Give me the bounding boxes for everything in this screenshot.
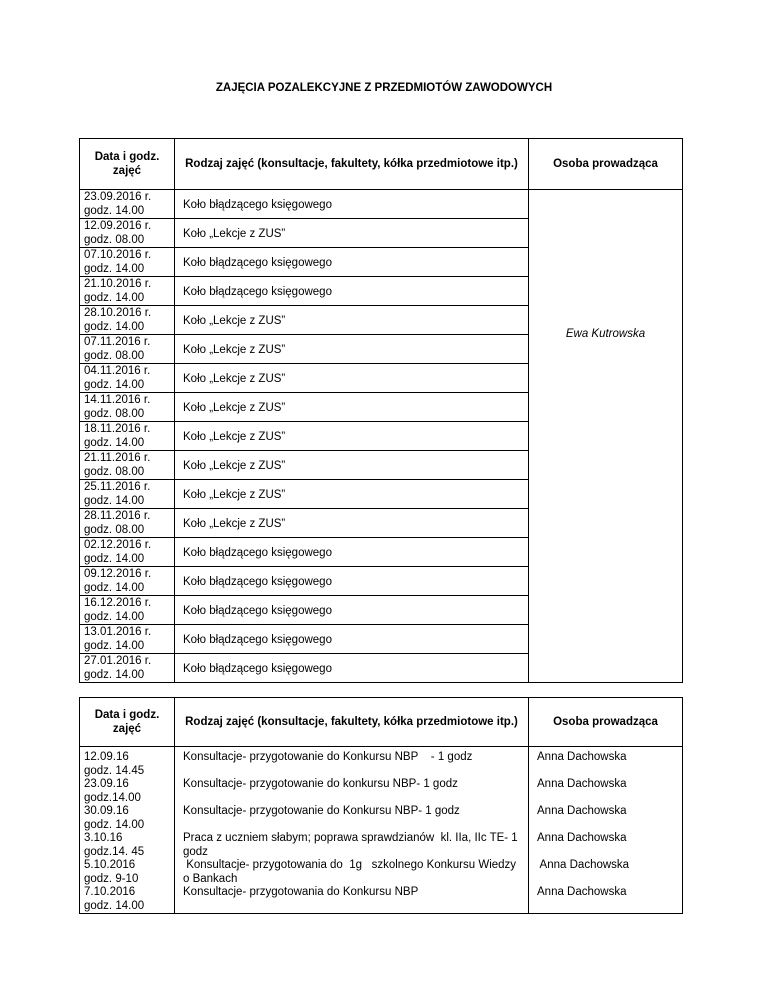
time-text: godz. 14.00 [84,379,145,391]
table-row [80,190,683,219]
date-cell [80,306,175,335]
activity-cell: Koło błądzącego księgowego [175,567,529,596]
date-text: 27.01.2016 r. [84,655,152,667]
table-row [80,805,683,832]
activity-cell: Koło „Lekcje z ZUS” [175,480,529,509]
time-text: godz. 14.45 [84,764,145,777]
document-title: ZAJĘCIA POZALEKCYJNE Z PRZEDMIOTÓW ZAWODOWYCH [215,82,553,94]
activity-cell: Koło „Lekcje z ZUS” [175,509,529,538]
time-text: godz. 08.00 [84,466,145,478]
date-text: 23.09.2016 r. [84,191,152,203]
date-text: 30.09.16 [84,805,129,817]
time-text: godz.14.00 [84,791,141,804]
instructor-cell: Anna Dachowska [529,886,683,914]
time-text: godz. 08.00 [84,408,145,420]
date-text: 3.10.16 [84,832,123,844]
date-cell [80,805,175,832]
activity-cell: Konsultacje- przygotowanie do Konkursu NBP- 1 godz [175,805,529,832]
activity-cell: Koło „Lekcje z ZUS” [175,335,529,364]
activity-cell: Koło „Lekcje z ZUS” [175,219,529,248]
activity-cell: Koło „Lekcje z ZUS” [175,364,529,393]
time-text: godz. 14.00 [84,640,145,652]
time-text: godz. 14.00 [84,669,145,681]
header-type: Rodzaj zajęć (konsultacje, fakultety, kółka przedmiotowe itp.) [175,139,529,190]
activity-cell: Koło „Lekcje z ZUS” [175,422,529,451]
time-text: godz. 08.00 [84,350,145,362]
date-text: 23.09.16 [84,778,129,790]
header-date: Data i godz. zajęć [80,139,175,190]
time-text: godz. 9-10 [84,872,139,885]
table-row [80,832,683,859]
table-row [80,886,683,914]
date-cell [80,538,175,567]
activity-cell: Koło błądzącego księgowego [175,596,529,625]
date-cell [80,509,175,538]
date-cell [80,364,175,393]
date-text: 02.12.2016 r. [84,539,152,551]
activity-cell: Koło „Lekcje z ZUS” [175,306,529,335]
date-text: 28.11.2016 r. [84,510,151,522]
date-text: 25.11.2016 r. [84,481,151,493]
activity-cell: Konsultacje- przygotowanie do konkursu NBP- 1 godz [175,778,529,805]
activity-cell: Koło błądzącego księgowego [175,625,529,654]
date-text: 09.12.2016 r. [84,568,152,580]
instructor-cell: Anna Dachowska [529,747,683,779]
instructor-cell: Ewa Kutrowska [529,190,683,683]
date-cell [80,451,175,480]
activity-cell: Konsultacje- przygotowania do Konkursu NBP [175,886,529,914]
date-text: 21.11.2016 r. [84,452,151,464]
time-text: godz. 14.00 [84,437,145,449]
instructor-cell: Anna Dachowska [529,778,683,805]
date-cell [80,747,175,779]
date-cell [80,832,175,859]
time-text: godz. 14.00 [84,321,145,333]
date-cell [80,625,175,654]
date-cell [80,190,175,219]
activity-cell: Konsultacje- przygotowania do 1g szkolnego Konkursu Wiedzy o Bankach [175,859,529,886]
date-cell [80,654,175,683]
header-type: Rodzaj zajęć (konsultacje, fakultety, kółka przedmiotowe itp.) [175,698,529,747]
date-text: 13.01.2016 r. [84,626,152,638]
time-text: godz. 14.00 [84,582,145,594]
schedule-table-2 [79,697,683,914]
date-text: 12.09.2016 r. [84,220,152,232]
date-cell [80,886,175,914]
date-text: 04.11.2016 r. [84,365,151,377]
table-row [80,859,683,886]
date-text: 16.12.2016 r. [84,597,152,609]
activity-cell: Koło błądzącego księgowego [175,190,529,219]
table-header-row [80,698,683,747]
date-text: 12.09.16 [84,751,129,763]
schedule-table-1 [79,138,683,683]
date-cell [80,219,175,248]
header-date: Data i godz. zajęć [80,698,175,747]
activity-cell: Koło błądzącego księgowego [175,248,529,277]
activity-cell: Koło błądzącego księgowego [175,277,529,306]
header-person: Osoba prowadząca [529,698,683,747]
time-text: godz. 14.00 [84,495,145,507]
instructor-cell: Anna Dachowska [529,832,683,859]
time-text: godz. 14.00 [84,292,145,304]
activity-cell: Koło „Lekcje z ZUS” [175,393,529,422]
header-person: Osoba prowadząca [529,139,683,190]
date-text: 5.10.2016 [84,859,136,871]
date-cell [80,778,175,805]
table-row [80,778,683,805]
time-text: godz. 08.00 [84,234,145,246]
date-cell [80,277,175,306]
date-cell [80,422,175,451]
instructor-cell: Anna Dachowska [529,805,683,832]
time-text: godz. 14.00 [84,553,145,565]
date-cell [80,596,175,625]
date-cell [80,859,175,886]
table-header-row [80,139,683,190]
date-text: 07.10.2016 r. [84,249,152,261]
activity-cell: Koło „Lekcje z ZUS” [175,451,529,480]
activity-cell: Konsultacje- przygotowanie do Konkursu NBP - 1 godz [175,747,529,779]
date-text: 7.10.2016 [84,886,136,898]
activity-cell: Koło błądzącego księgowego [175,654,529,683]
time-text: godz. 14.00 [84,263,145,275]
date-text: 21.10.2016 r. [84,278,152,290]
table-row [80,747,683,779]
date-text: 14.11.2016 r. [84,394,151,406]
time-text: godz. 08.00 [84,524,145,536]
time-text: godz. 14.00 [84,899,145,912]
activity-cell: Praca z uczniem słabym; poprawa sprawdzianów kl. IIa, IIc TE- 1 godz [175,832,529,859]
time-text: godz. 14.00 [84,205,145,217]
time-text: godz. 14.00 [84,611,145,623]
date-cell [80,248,175,277]
date-cell [80,567,175,596]
activity-cell: Koło błądzącego księgowego [175,538,529,567]
instructor-cell: Anna Dachowska [529,859,683,886]
date-text: 07.11.2016 r. [84,336,151,348]
date-cell [80,335,175,364]
date-text: 18.11.2016 r. [84,423,151,435]
date-cell [80,480,175,509]
time-text: godz. 14.00 [84,818,145,831]
date-cell [80,393,175,422]
date-text: 28.10.2016 r. [84,307,152,319]
time-text: godz.14. 45 [84,845,145,858]
